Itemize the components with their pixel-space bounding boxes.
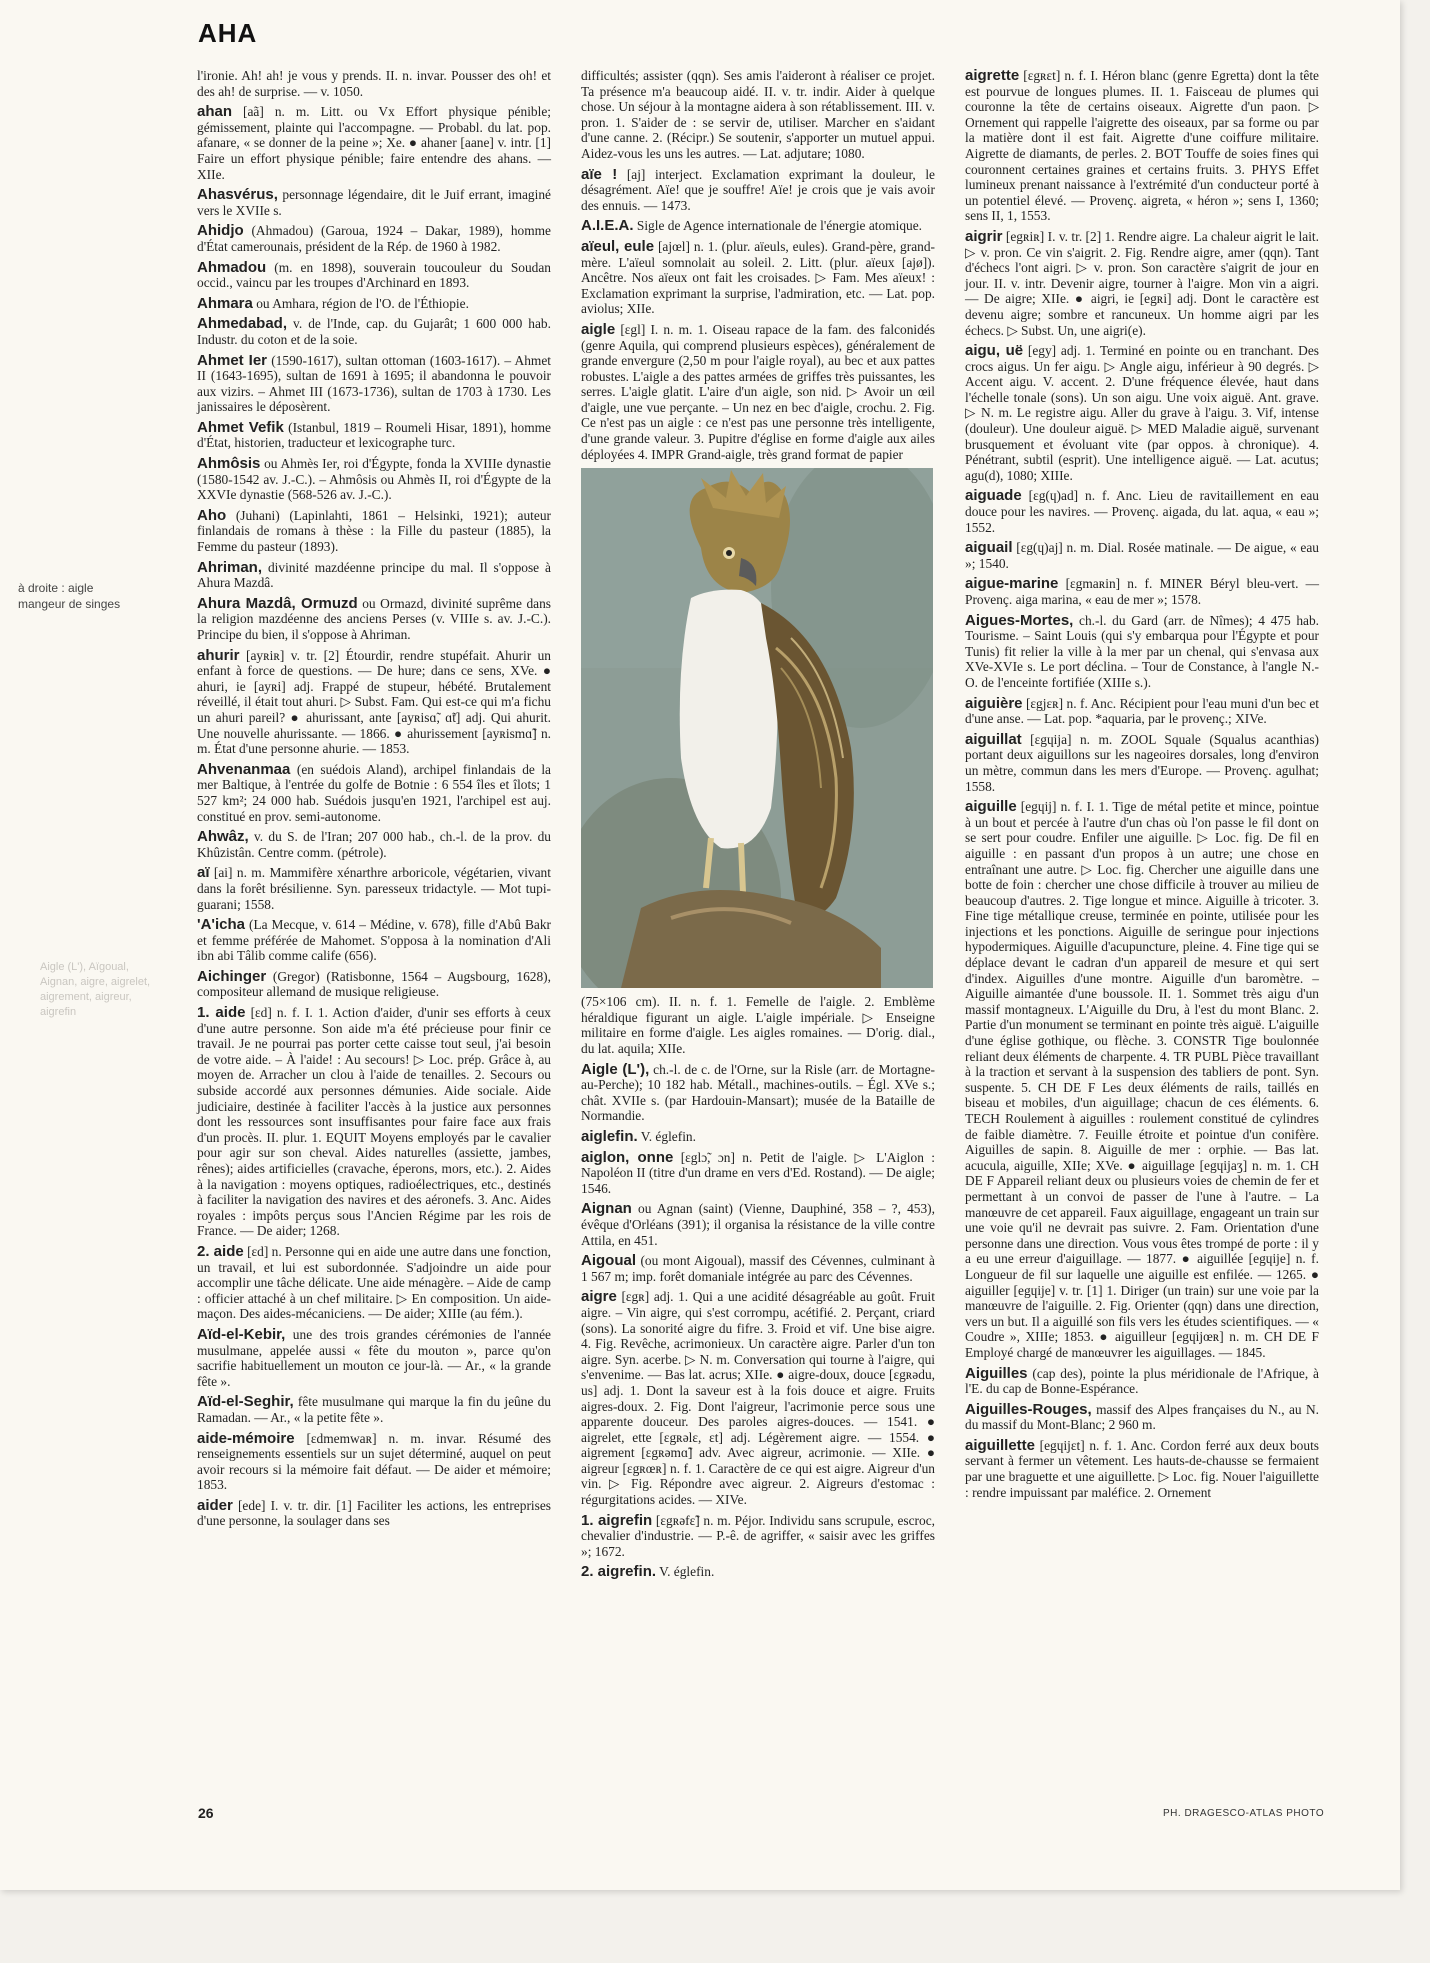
entry-definition: difficultés; assister (qqn). Ses amis l'aideront à réaliser ce projet. Ta présence m'a beaucoup aidé. II. v. tr. indir. Aider à quelque chose. Un séjour à la montagne aidera à son rétablissement. III. v. pron. 1. S'aider de : se servir de, utiliser. Marcher en s'aidant d'une canne. 2. (Récipr.) Se soutenir, s'apporter un mutuel appui. Aidez-vous les uns les autres. — Lat. adjutare; 1080. [581, 68, 935, 161]
dictionary-entry [581, 994, 935, 1056]
entry-definition: [egʀiʀ] I. v. tr. [2] 1. Rendre aigre. La chaleur aigrit le lait. ▷ v. pron. Ce vin s'aigrit. 2. Fig. Rendre aigre, amer (qqn). Tant d'échecs l'ont aigri. ▷ v. pron. Son caractère s'aigrit de jour en jour. II. v. intr. Devenir aigre, tourner à l'aigre. Mon vin a aigri. — De aigre; XIIe. ● aigri, ie [egʀi] adj. Dont le caractère est devenu aigre; sombre et rancuneux. Un homme aigri par les échecs. ▷ Subst. Un, une aigri(e). [965, 228, 1319, 338]
dictionary-entry [197, 865, 551, 912]
entry-definition: (La Mecque, v. 614 – Médine, v. 678), fille d'Abû Bakr et femme préférée de Mahomet. S'opposa à la nomination d'Ali ibn abi Tâlib comme calife (656). [197, 917, 551, 964]
dictionary-entry [197, 104, 551, 182]
entry-definition: divinité mazdéenne principe du mal. Il s'oppose à Ahura Mazdâ. [197, 559, 551, 591]
entry-headword: Aïd-el-Seghir, [197, 1393, 294, 1411]
entry-headword: aiguillat [965, 730, 1022, 748]
dictionary-entry [197, 969, 551, 1000]
entry-headword: Ahmet Ier [197, 351, 268, 369]
page-number: 26 [198, 1805, 214, 1821]
entry-headword: Ahmara [197, 294, 253, 312]
entry-definition: V. églefin. [640, 1129, 696, 1144]
margin-show-through: Aigle (L'), Aïgoual, Aignan, aigre, aigrelet, aigrement, aigreur, aigrefin [40, 961, 151, 1018]
entry-headword: 2. aigrefin. [581, 1563, 657, 1581]
entry-headword: aider [197, 1496, 233, 1514]
entry-definition: [ɛgʀəfɛ̃] n. m. Péjor. Individu sans scrupule, escroc, chevalier d'industrie. — P.-ê. de agriffer, « saisir avec les griffes »; 1672. [581, 1512, 935, 1559]
dictionary-entry [965, 732, 1319, 794]
entry-headword: 'A'icha [197, 916, 245, 934]
dictionary-entry [581, 167, 935, 214]
entry-headword: Ahmedabad, [197, 315, 288, 333]
entry-definition: (Juhani) (Lapinlahti, 1861 – Helsinki, 1921); auteur finlandais de romans à thèse : la Fille du pasteur (1885), la Femme du pasteur (1893). [197, 507, 551, 555]
dictionary-entry [581, 1150, 935, 1197]
dictionary-entry [581, 1564, 935, 1580]
entry-definition: [egɥij] n. f. I. 1. Tige de métal petite et mince, pointue à un bout et percée à l'autre d'un chas où l'on passe le fil dont on se sert pour coudre. Enfiler une aiguille. ▷ Loc. fig. De fil en aiguille : en passant d'un propos à un autre; une chose en entraînant une autre. ▷ Loc. fig. Chercher une aiguille dans une botte de foin : chercher une chose difficile à trouver au milieu de beaucoup d'autres. 2. Tige longue et mince. Aiguille à tricoter. 3. Fine tige métallique creuse, terminée en pointe, utilisée pour les injections et les ponctions. Aiguille de seringue pour injections hypodermiques. Aiguille d'acupuncture, pleine. 4. Fine tige qui se déplace devant le cadran d'un appareil de mesure et qui sert d'index. Aiguilles d'une montre. Aiguille d'un baromètre. – Aiguille aimantée d'une boussole. II. 1. Sommet très aigu d'un massif montagneux. L'Aiguille du Dru, à l'est du mont Blanc. 2. Partie d'un monument se terminant en pointe très aiguë. L'aiguille d'une église gothique, ou flèche. 3. CONSTR Tige boulonnée reliant deux éléments de charpente. 4. TR PUBL Pièce travaillant à la traction et servant à la suspension des tabliers de pont. Syn. suspente. 5. CH DE F Les deux éléments de rails, taillés en biseau et mobiles, d'un aiguillage; chacun de ces éléments. 6. TECH Roulement à aiguilles : roulement constitué de cylindres de faible diamètre. 7. Feuille étroite et pointue d'un conifère. Aiguilles de sapin. 8. Aiguille de mer : orphie. — Bas lat. acucula, aiguille, XIIe; XVe. ● aiguillage [egɥijaʒ] n. m. 1. CH DE F Appareil reliant deux ou plusieurs voies de chemin de fer et permettant à un convoi de passer de l'une à l'autre. – La manœuvre de cet appareil. Faux aiguillage, engageant un train sur une voie qu'il ne devrait pas suivre. 2. Fam. Orientation d'une personne dans une direction. Vous vous êtes trompé de porte : il y a eu une erreur d'aiguillage. — 1877. ● aiguillée [egɥije] n. f. Longueur de fil sur laquelle une aiguille est enfilée. — 1265. ● aiguiller [egɥije] v. tr. [1] 1. Diriger (un train) sur une voie par la manœuvre de l'aiguille. 2. Fig. Orienter (qqn) dans une direction, vers un but. Il a aiguillé son fils vers les études scientifiques. — « Coudre », XIIIe; 1853. ● aiguilleur [egɥijœʀ] n. m. CH DE F Employé chargé de manœuvrer les aiguillages. — 1845. [965, 799, 1319, 1360]
entry-headword: aï [197, 864, 210, 882]
caption-line-2: mangeur de singes [18, 597, 121, 611]
entry-headword: Ahmet Vefik [197, 418, 284, 436]
entry-definition: [ajœl] n. 1. (plur. aïeuls, eules). Grand-père, grand-mère. L'aïeul somnolait au soleil. 2. Litt. (plur. aïeux [ajø]). Ancêtre. Nos aïeux ont fait les croisades. ▷ Fam. Mes aïeux! : Exclamation exprimant la surprise, l'admiration, etc. — Lat. pop. aviolus; XIIe. [581, 238, 935, 317]
entry-definition: (en suédois Aland), archipel finlandais de la mer Baltique, à l'entrée du golfe de Botnie : 6 554 îles et îlots; 1 527 km²; 24 000 hab. Suédois jusqu'en 1921, l'archipel est auj. constitué en prov. semi-autonome. [197, 761, 551, 824]
entry-headword: aiguade [965, 487, 1022, 505]
entry-headword: aigu, uë [965, 342, 1024, 360]
entry-definition: [ɛgmaʀin] n. f. MINER Béryl bleu-vert. — Provenç. aiga marina, « eau de mer »; 1578. [965, 576, 1319, 607]
dictionary-entry [965, 799, 1319, 1360]
dictionary-entry [197, 1498, 551, 1529]
entry-headword: ahan [197, 103, 233, 121]
dictionary-entry [197, 596, 551, 643]
entry-definition: (Ahmadou) (Garoua, 1924 – Dakar, 1989), homme d'État camerounais, président de la Rép. de 1960 à 1982. [197, 223, 551, 254]
dictionary-entry [965, 229, 1319, 338]
entry-headword: Ahidjo [197, 222, 244, 240]
entry-definition: [ɛgl] I. n. m. 1. Oiseau rapace de la fam. des falconidés (genre Aquila, qui comprend plusieurs espèces), généralement de grande envergure (2,50 m pour l'aigle royal), au bec et aux pattes robustes. L'aigle a des pattes armées de griffes très puissantes, les serres. L'aigle glatit. L'aire d'un aigle, son nid. ▷ Avoir un œil d'aigle, une vue perçante. – Un nez en bec d'aigle, crochu. 2. Fig. Ce n'est pas un aigle : ce n'est pas une personne très intelligente, d'une grande valeur. 3. Pupitre d'église en forme d'aigle aux ailes déployées 4. IMPR Grand-aigle, très grand format de papier [581, 321, 935, 462]
entry-headword: 2. aide [197, 1242, 244, 1260]
entry-headword: Ahura Mazdâ, Ormuzd [197, 594, 358, 612]
entry-headword: aiglon, onne [581, 1148, 674, 1166]
dictionary-entry [197, 1244, 551, 1322]
dictionary-entry [965, 488, 1319, 535]
entry-definition: ou Ormazd, divinité suprême dans la religion mazdéenne des anciens Perses (v. VIIIe s. av. J.-C.). Principe du bien, il s'oppose à Ahriman. [197, 595, 551, 642]
column-3 [965, 68, 1319, 1505]
dictionary-entry [197, 829, 551, 860]
dictionary-entry [965, 696, 1319, 727]
entry-headword: A.I.E.A. [581, 217, 634, 235]
dictionary-entry [581, 1129, 935, 1145]
entry-headword: aigrir [965, 227, 1003, 245]
dictionary-entry [581, 1201, 935, 1248]
dictionary-entry [197, 1394, 551, 1425]
entry-headword: aiguière [965, 694, 1023, 712]
entry-definition: fête musulmane qui marque la fin du jeûne du Ramadan. — Ar., « la petite fête ». [197, 1394, 551, 1425]
entry-definition: [ɛdmemwaʀ] n. m. invar. Résumé des renseignements essentiels sur un sujet déterminé, auquel on peut avoir recours si la mémoire fait défaut. — De aider et mémoire; 1853. [197, 1430, 551, 1493]
entry-headword: Aichinger [197, 967, 267, 985]
entry-headword: Aigues-Mortes, [965, 611, 1074, 629]
column-1 [197, 68, 551, 1534]
entry-headword: Aignan [581, 1200, 632, 1218]
entry-definition: (cap des), pointe la plus méridionale de l'Afrique, à l'E. du cap de Bonne-Espérance. [965, 1365, 1319, 1397]
entry-definition: v. de l'Inde, cap. du Gujarât; 1 600 000 hab. Industr. du coton et de la soie. [197, 316, 551, 347]
dictionary-entry [965, 576, 1319, 607]
dictionary-entry [197, 560, 551, 591]
entry-headword: aiguail [965, 539, 1013, 557]
dictionary-entry [581, 1253, 935, 1284]
entry-headword: aide-mémoire [197, 1429, 295, 1447]
entry-definition: [ɛgʀ] adj. 1. Qui a une acidité désagréable au goût. Fruit aigre. – Vin aigre, qui s'est corrompu, acétifié. 2. Perçant, criard (sons). La sonorité aigre du fifre. 3. Froid et vif. Une bise aigre. 4. Fig. Revêche, acrimonieux. Un caractère aigre. Parler d'un ton aigre. Syn. acerbe. ▷ N. m. Conversation qui tourne à l'aigre, qui s'envenime. — Bas lat. acrus; XIIe. ● aigre-doux, douce [ɛgʀədu, us] adj. 1. Dont la saveur est à la fois douce et aigre. Fruits aigres-doux. 2. Fig. Dont l'aigreur, l'acrimonie perce sous une apparente douceur. Des paroles aigres-douces. — 1541. ● aigrelet, ette [ɛgʀəlɛ, ɛt] adj. Légèrement aigre. — 1554. ● aigrement [ɛgʀəmɑ̃] adv. Avec aigreur, acrimonie. — XIIe. ● aigreur [ɛgʀœʀ] n. f. 1. Caractère de ce qui est aigre. Aigreur d'un vin. ▷ Fig. Répondre avec aigreur. 2. Aigreurs d'estomac : régurgitations acides. — XIVe. [581, 1289, 935, 1508]
dictionary-entry [197, 762, 551, 824]
caption-line-1: à droite : aigle [18, 581, 94, 595]
entry-definition: personnage légendaire, dit le Juif errant, imaginé vers le XVIIe s. [197, 187, 551, 218]
entry-definition: ou Agnan (saint) (Vienne, Dauphiné, 358 – ?, 453), évêque d'Orléans (391); il organisa la résistance de la ville contre Attila, en 451. [581, 1201, 935, 1248]
entry-definition: ou Ahmès Ier, roi d'Égypte, fonda la XVIIIe dynastie (1580-1542 av. J.-C.). – Ahmôsis ou Ahmès II, roi d'Égypte de la XXVIe dynastie (568-526 av. J.-C.). [197, 456, 551, 503]
entry-definition: ch.-l. de c. de l'Orne, sur la Risle (arr. de Mortagne-au-Perche); 10 182 hab. Métall., machines-outils. – Égl. XVe s.; chât. XVIIe s. (par Hardouin-Mansart); musée de la Bataille de Normandie. [581, 1061, 935, 1124]
entry-headword: aigrette [965, 67, 1020, 84]
entry-headword: Ahmôsis [197, 455, 261, 473]
entry-headword: 1. aigrefin [581, 1511, 653, 1529]
entry-definition: [ɛd] n. Personne qui en aide une autre dans une fonction, un travail, et lui est subordonnée. S'adjoindre un aide pour accomplir une tâche délicate. Une aide ménagère. – Aide de camp : officier attaché à un chef militaire. ▷ En composition. Un aide-maçon. Des aides-mécaniciens. — De aider; XIIIe (au fém.). [197, 1243, 551, 1322]
dictionary-entry [965, 1402, 1319, 1433]
column-2-top [581, 68, 935, 462]
entry-headword: Ahvenanmaa [197, 760, 291, 778]
entry-definition: (1590-1617), sultan ottoman (1603-1617). – Ahmet II (1643-1695), sultan de 1691 à 1695; il abandonna le pouvoir aux vizirs. – Ahmet III (1673-1736), sultan de 1703 à 1730. Les janissaires le déposèrent. [197, 352, 551, 415]
dictionary-entry [197, 917, 551, 964]
entry-headword: aigre [581, 1288, 617, 1306]
entry-definition: [ɛgʀɛt] n. f. I. Héron blanc (genre Egretta) dont la tête est pourvue de longues plumes. II. 1. Faisceau de plumes qui couronne la tête de certains oiseaux. Aigrette d'un paon. ▷ Ornement qui rappelle l'aigrette des oiseaux, par sa forme ou par la matière dont il est fait. Aigrette d'une coiffure militaire. Aigrette de diamants, de perles. 2. BOT Touffe de soies fines qui couronnent certaines graines et certains fruits. 3. PHYS Effet lumineux prenant naissance à l'extrémité d'un conducteur porté à un potentiel élevé. — Provenç. aigreta, « héron »; sens I, 1360; sens II, 1, 1553. [965, 68, 1319, 224]
entry-headword: aïeul, eule [581, 237, 655, 255]
entry-definition: (75×106 cm). II. n. f. 1. Femelle de l'aigle. 2. Emblème héraldique figurant un aigle. L'aigle impériale. ▷ Enseigne militaire en forme d'aigle. Les aigles romaines. — D'orig. dial., du lat. aquila; XIIe. [581, 994, 935, 1057]
entry-definition: massif des Alpes françaises du N., au N. du massif du Mont-Blanc; 2 960 m. [965, 1401, 1319, 1433]
dictionary-entry [965, 343, 1319, 483]
entry-definition: [ɛd] n. f. I. 1. Action d'aider, d'unir ses efforts à ceux d'une autre personne. Son aide m'a été précieuse pour finir ce travail. Je ne pourrai pas porter cette caisse tout seul, j'ai besoin de votre aide. – À l'aide! : Au secours! ▷ Loc. prép. Grâce à, au moyen de. Arracher un clou à l'aide de tenailles. 2. Secours ou subside accordé aux personnes démunies. Aide sociale. Aide judiciaire, destinée à faciliter l'accès à la justice aux personnes dont les ressources sont insuffisantes pour faire face aux frais d'un procès. II. plur. 1. EQUIT Moyens employés par le cavalier pour agir sur son cheval. Aides naturelles (assiette, jambes, rênes); aides artificielles (cravache, éperons, mors, etc.). 2. Aides à la navigation : moyens optiques, radioélectriques, etc., destinés à faciliter la navigation des navires et des aéronefs. 3. Anc. Aides royales : impôts perçus sous l'Ancien Régime par les rois de France. — De aider; 1268. [197, 1005, 551, 1239]
running-head: AHA [198, 18, 258, 48]
dictionary-entry [197, 223, 551, 254]
side-caption [18, 580, 178, 612]
dictionary-entry [581, 1513, 935, 1560]
column-2-bottom [581, 994, 935, 1580]
entry-definition: [ɛg(ɥ)aj] n. m. Dial. Rosée matinale. — De aigue, « eau »; 1540. [965, 540, 1319, 571]
entry-headword: 1. aide [197, 1004, 246, 1022]
eagle-illustration [581, 468, 933, 988]
entry-headword: aïe ! [581, 165, 618, 183]
entry-headword: ahurir [197, 646, 240, 664]
dictionary-entry [197, 316, 551, 347]
entry-definition: (Gregor) (Ratisbonne, 1564 – Augsbourg, 1628), compositeur allemand de musique religieuse. [197, 968, 551, 1000]
dictionary-entry [581, 1289, 935, 1507]
entry-headword: Aho [197, 506, 227, 524]
entry-definition: [ɛglɔ̃, ɔn] n. Petit de l'aigle. ▷ L'Aiglon : Napoléon II (titre d'un drame en vers d'Ed. Rostand). — De aigle; 1546. [581, 1149, 935, 1196]
dictionary-entry [197, 508, 551, 555]
entry-definition: V. églefin. [659, 1564, 715, 1580]
column-2 [581, 68, 935, 1585]
entry-definition: [ɛg(ɥ)ad] n. f. Anc. Lieu de ravitaillement en eau douce pour les navires. — Provenç. aigada, du lat. aqua, « eau »; 1552. [965, 488, 1319, 535]
entry-definition: [ede] I. v. tr. dir. [1] Faciliter les actions, les entreprises d'une personne, la soulager dans ses [197, 1497, 551, 1529]
entry-definition: l'ironie. Ah! ah! je vous y prends. II. n. invar. Pousser des oh! et des ah! de surprise. — v. 1050. [197, 68, 551, 99]
entry-definition: Sigle de Agence internationale de l'énergie atomique. [636, 218, 923, 234]
dictionary-entry [197, 68, 551, 99]
entry-headword: aiguillette [965, 1436, 1036, 1454]
entry-definition: (m. en 1898), souverain toucouleur du Soudan occid., vaincu par les troupes d'Archinard en 1893. [197, 259, 551, 291]
entry-headword: Ahriman, [197, 558, 263, 576]
entry-definition: [ayʀiʀ] v. tr. [2] Étourdir, rendre stupéfait. Ahurir un enfant à force de questions. — De hure; dans ce sens, XVe. ● ahuri, ie [ayʀi] adj. Frappé de stupeur, hébété. Brutalement réveillé, il était tout ahuri. ▷ Subst. Fam. Qui est-ce qui m'a fichu un ahuri pareil? ● ahurissant, ante [ayʀisɑ̃, ɑ̃t] adj. Qui ahurit. Une nouvelle ahurissante. — 1866. ● ahurissement [ayʀismɑ̃] n. m. État d'une personne ahurie. — 1853. [197, 647, 551, 757]
entry-definition: [egɥijɛt] n. f. 1. Anc. Cordon ferré aux deux bouts servant à fermer un vêtement. Les hauts-de-chausse se fermaient par une braguette et une aiguillette. ▷ Loc. fig. Nouer l'aiguillette : rendre impuissant par maléfice. 2. Ornement [965, 1437, 1319, 1500]
entry-definition: ou Amhara, région de l'O. de l'Éthiopie. [256, 295, 469, 311]
entry-definition: ch.-l. du Gard (arr. de Nîmes); 4 475 hab. Tourisme. – Saint Louis (qui s'y embarqua pour l'Égypte et pour Tunis) fit relier la ville à la mer par un chenal, qui s'envasa aux XVe-XVIe s. Le port déclina. – Tour de Constance, à l'angle N.-O. de l'enceinte fortifiée (XIIIe s.). [965, 612, 1320, 690]
entry-headword: Aïd-el-Kebir, [197, 1325, 286, 1343]
entry-headword: Ahwâz, [197, 828, 249, 846]
dictionary-entry [965, 68, 1319, 224]
dictionary-entry [965, 540, 1319, 571]
dictionary-entry [197, 1005, 551, 1239]
dictionary-entry [581, 1062, 935, 1124]
entry-definition: v. du S. de l'Iran; 207 000 hab., ch.-l. de la prov. du Khûzistân. Centre comm. (pétrole). [197, 829, 551, 860]
entry-headword: Ahasvérus, [197, 186, 278, 204]
entry-headword: Ahmadou [197, 258, 267, 276]
entry-headword: Aiguilles-Rouges, [965, 1400, 1092, 1418]
entry-headword: Aiguilles [965, 1364, 1028, 1382]
entry-definition: [ɛgɥija] n. m. ZOOL Squale (Squalus acanthias) portant deux aiguillons sur les nageoires dorsales, long d'environ un mètre, commun dans les mers d'Europe. — Provenç. agulhat; 1558. [965, 731, 1319, 794]
photo-credit: PH. DRAGESCO-ATLAS PHOTO [1163, 1808, 1325, 1819]
entry-definition: (ou mont Aigoual), massif des Cévennes, culminant à 1 567 m; imp. forêt domaniale intégrée au parc des Cévennes. [581, 1253, 935, 1284]
dictionary-entry [197, 1327, 551, 1389]
entry-definition: [egy] adj. 1. Terminé en pointe ou en tranchant. Des crocs aigus. Un fer aigu. ▷ Angle aigu, inférieur à 90 degrés. ▷ Accent aigu. V. accent. 2. D'une fréquence élevée, haut dans l'échelle tonale (sons). Un son aigu. Une voix aiguë. Ant. grave. ▷ N. m. Le registre aigu. Aller du grave à l'aigu. 3. Vif, intense (douleur). Une douleur aiguë. ▷ MED Maladie aiguë, survenant brusquement et évoluant vite (par oppos. à chronique). 4. Pénétrant, subtil (esprit). Une intelligence aiguë. — Lat. acutus; agu(d), 1080; XIIIe. [965, 343, 1319, 483]
entry-definition: (Istanbul, 1819 – Roumeli Hisar, 1891), homme d'État, historien, traducteur et lexicographe turc. [197, 419, 551, 451]
dictionary-entry [965, 613, 1319, 691]
dictionary-entry [197, 353, 551, 415]
dictionary-entry [197, 187, 551, 218]
dictionary-entry [197, 420, 551, 451]
entry-headword: aiglefin. [581, 1128, 638, 1145]
entry-definition: une des trois grandes cérémonies de l'année musulmane, appelée aussi « fête du mouton », parce qu'on sacrifie habituellement un mouton ce jour-là. — Ar., « la grande fête ». [197, 1326, 551, 1389]
dictionary-entry [581, 218, 935, 234]
dictionary-entry [581, 239, 935, 317]
entry-definition: [ɛgjɛʀ] n. f. Anc. Récipient pour l'eau muni d'un bec et d'une anse. — Lat. pop. *aquaria, par le provenç.; XIVe. [965, 695, 1319, 727]
dictionary-entry [965, 1438, 1319, 1500]
dictionary-entry [197, 648, 551, 757]
entry-headword: aigue-marine [965, 575, 1059, 593]
entry-definition: [aj] interject. Exclamation exprimant la douleur, le désagrément. Aïe! que je souffre! Aïe! je crois que je vais avoir des ennuis. — 1473. [581, 166, 935, 213]
entry-headword: aiguille [965, 798, 1017, 816]
dictionary-entry [197, 456, 551, 503]
entry-headword: Aigle (L'), [581, 1060, 650, 1078]
entry-headword: aigle [581, 320, 616, 338]
entry-definition: [aã] n. m. Litt. ou Vx Effort physique pénible; gémissement, plainte qui l'accompagne. — Probabl. du lat. pop. afanare, « se donner de la peine »; Xe. ● ahaner [aane] v. intr. [1] Faire un effort physique pénible; faire entendre des ahans. — XIIe. [197, 104, 551, 182]
dictionary-entry [581, 68, 935, 162]
entry-definition: [ai] n. m. Mammifère xénarthre arboricole, végétarien, vivant dans la forêt brésilienne. Syn. paresseux tridactyle. — Mot tupi-guarani; 1558. [197, 865, 551, 912]
dictionary-entry [197, 296, 551, 312]
entry-headword: Aigoual [581, 1252, 636, 1270]
dictionary-entry [197, 1431, 551, 1493]
dictionary-entry [197, 260, 551, 291]
dictionary-entry [965, 1366, 1319, 1397]
dictionary-entry [581, 322, 935, 462]
eagle-photo [581, 468, 933, 988]
